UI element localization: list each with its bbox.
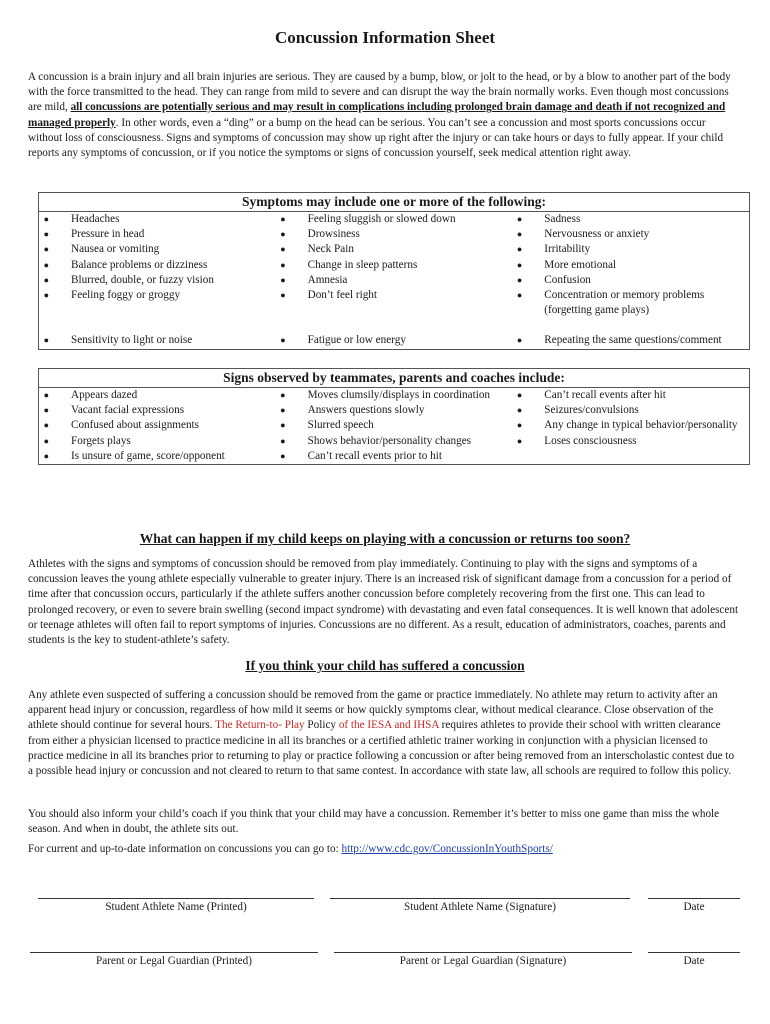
table-cell <box>512 227 749 242</box>
table-cell <box>512 258 749 273</box>
list-item: Nervousness or anxiety <box>544 228 650 241</box>
symptoms-heading: Symptoms may include one or more of the following: <box>39 193 750 212</box>
bullet-icon: ● <box>43 244 49 255</box>
table-cell <box>512 418 749 433</box>
table-cell <box>512 333 749 349</box>
list-item: Moves clumsily/displays in coordination <box>307 389 491 401</box>
bullet-icon: ● <box>280 229 286 240</box>
suspected-concussion-paragraph <box>28 688 740 779</box>
signs-heading: Signs observed by teammates, parents and coaches include: <box>39 369 750 388</box>
intro-text-2: . In other words, even a “ding” or a bump on the head can be serious. You can’t see a concussion and most sports concussions occur without loss of consciousness. Signs and symptoms of concussion may show up right after the injury or can take hours or days to fully appear. If your child reports any symptoms of concussion, or if you notice the symptoms or signs of concussion yourself, seek medical attention right away. <box>28 116 724 160</box>
list-item: Headaches <box>71 213 120 225</box>
table-cell <box>39 418 276 433</box>
table-row <box>39 227 750 242</box>
table-row <box>39 273 750 288</box>
list-item: Can’t recall events after hit <box>544 389 666 401</box>
table-cell <box>512 434 749 449</box>
bullet-icon: ● <box>43 290 49 301</box>
continue-playing-paragraph: Athletes with the signs and symptoms of concussion should be removed from play immediately. Continuing to play with the signs and symptoms of a concussion leaves the young athlete especially vulnerable to greater injury. There is an increased risk of significant damage from a concussion for a period of time after that concussion occurs, particularly if the athlete suffers another concussion before completely recovering from the first one. This can lead to prolonged recovery, or even to severe brain swelling (second impact syndrome) with devastating and even fatal consequences. It is well known that adolescent or teenage athletes will often fail to report symptoms of injuries. Concussions are no different. As a result, education of administrators, coaches, parents and students is the key to student-athlete’s safety. <box>28 558 739 647</box>
table-cell <box>512 288 749 318</box>
bullet-icon: ● <box>280 450 286 461</box>
table-cell <box>512 449 749 465</box>
bullet-icon: ● <box>43 435 49 446</box>
table-cell <box>39 288 276 318</box>
signature-line[interactable] <box>648 898 740 899</box>
table-cell <box>39 273 276 288</box>
table-cell <box>39 242 276 257</box>
table-cell <box>39 258 276 273</box>
list-item: Confused about assignments <box>71 419 200 432</box>
list-item: Blurred, double, or fuzzy vision <box>71 273 214 286</box>
student-printed-label: Student Athlete Name (Printed) <box>105 901 247 913</box>
list-item: Change in sleep patterns <box>307 258 418 271</box>
bullet-icon: ● <box>43 229 49 240</box>
bullet-icon: ● <box>43 335 49 346</box>
list-item: Is unsure of game, score/opponent <box>71 449 225 462</box>
table-cell <box>39 388 276 404</box>
list-item: Forgets plays <box>71 434 131 447</box>
intro-emphasis: all concussions are potentially serious and may result in complications including prolonged brain damage and death if not recognized and managed properly <box>28 101 726 129</box>
signature-line[interactable] <box>334 952 632 953</box>
list-item: Balance problems or dizziness <box>71 258 208 271</box>
table-cell <box>276 288 513 318</box>
bullet-icon: ● <box>516 420 523 431</box>
table-cell <box>39 403 276 418</box>
list-item: Nausea or vomiting <box>71 243 160 256</box>
bullet-icon: ● <box>516 244 523 255</box>
table-cell <box>512 388 749 404</box>
bullet-icon: ● <box>43 259 49 270</box>
page-title: Concussion Information Sheet <box>274 28 496 47</box>
list-item: Drowsiness <box>307 228 360 241</box>
bullet-icon: ● <box>43 274 49 285</box>
bullet-icon: ● <box>280 420 286 431</box>
signature-line[interactable] <box>38 898 314 899</box>
table-row <box>39 449 750 465</box>
list-item: Vacant facial expressions <box>71 404 185 417</box>
table-cell <box>276 227 513 242</box>
bullet-icon: ● <box>43 420 49 431</box>
date-label: Date <box>683 901 705 913</box>
list-item: More emotional <box>544 258 617 271</box>
table-row <box>39 333 750 349</box>
list-item: Fatigue or low energy <box>307 334 406 347</box>
policy-text-1: Any athlete even suspected of suffering a concussion should be removed from the game or practice immediately. No athlete may return to activity after an apparent head injury or concussion, regardless of how mild it seems or how quickly symptoms clear, without medical clearance. Close observation of the athlete should continue for several hours. <box>28 689 718 732</box>
table-cell <box>276 242 513 257</box>
bullet-icon: ● <box>516 335 523 346</box>
list-item: Shows behavior/personality changes <box>307 434 472 447</box>
table-cell <box>276 434 513 449</box>
list-item: Irritability <box>544 243 591 256</box>
list-item: Appears dazed <box>71 389 138 401</box>
table-cell <box>512 242 749 257</box>
signature-line[interactable] <box>648 952 740 953</box>
list-item: Repeating the same questions/comment <box>544 334 722 347</box>
bullet-icon: ● <box>516 435 523 446</box>
bullet-icon: ● <box>280 259 286 270</box>
bullet-icon: ● <box>280 405 286 416</box>
policy-text-2: requires athletes to provide their school with written clearance from either a physician licensed to practice medicine in all its branches or a certified athletic trainer working in conjunction with a physician licensed to practice medicine in all its branches prior to returning to play or practice following a concussion or after being removed from an interscholastic contest due to a possible head injury or concussion and not cleared to return to that same contest. In accordance with state law, all schools are required to follow this policy. <box>28 719 735 778</box>
list-item: Loses consciousness <box>544 434 637 447</box>
bullet-icon: ● <box>516 390 523 400</box>
list-item: Slurred speech <box>307 419 374 432</box>
list-item: Answers questions slowly <box>307 404 425 417</box>
bullet-icon: ● <box>516 405 523 416</box>
bullet-icon: ● <box>280 290 286 301</box>
bullet-icon: ● <box>280 244 286 255</box>
list-item: Don’t feel right <box>307 289 378 302</box>
bullet-icon: ● <box>516 214 523 224</box>
list-item: Feeling foggy or groggy <box>71 289 181 302</box>
guardian-signature-label: Parent or Legal Guardian (Signature) <box>399 955 567 967</box>
list-item: Feeling sluggish or slowed down <box>307 213 456 225</box>
table-cell <box>512 273 749 288</box>
signature-line[interactable] <box>330 898 630 899</box>
bullet-icon: ● <box>280 335 286 346</box>
table-cell <box>39 333 276 349</box>
table-row <box>39 212 750 228</box>
intro-paragraph <box>28 70 740 161</box>
list-item: Neck Pain <box>307 243 354 256</box>
list-item: Seizures/convulsions <box>544 404 639 417</box>
return-to-play-text: The Return-to- Play <box>215 719 305 732</box>
bullet-icon: ● <box>43 450 49 461</box>
list-item: Sensitivity to light or noise <box>71 334 193 347</box>
date-label: Date <box>683 955 705 967</box>
table-row <box>39 258 750 273</box>
bullet-icon: ● <box>43 405 49 416</box>
bullet-icon: ● <box>516 259 523 270</box>
table-cell <box>512 212 749 228</box>
signature-line[interactable] <box>30 952 318 953</box>
bullet-icon: ● <box>280 435 286 446</box>
symptoms-table <box>38 192 750 350</box>
bullet-icon: ● <box>516 274 523 285</box>
cdc-paragraph <box>28 842 740 857</box>
list-item: Sadness <box>544 213 581 225</box>
bullet-icon: ● <box>43 214 49 224</box>
bullet-icon: ● <box>43 390 49 400</box>
table-cell <box>276 212 513 228</box>
policy-word: Policy <box>304 719 339 732</box>
table-row <box>39 403 750 418</box>
table-row <box>39 434 750 449</box>
bullet-icon: ● <box>516 290 523 301</box>
table-row <box>39 418 750 433</box>
section-heading-suspected-concussion: If you think your child has suffered a concussion <box>245 658 525 673</box>
list-item: Can’t recall events prior to hit <box>307 449 442 462</box>
section-heading-continue-playing: What can happen if my child keeps on playing with a concussion or returns too soon? <box>139 531 631 546</box>
table-row <box>39 288 750 318</box>
list-item: Concentration or memory problems (forgetting game plays) <box>544 289 705 317</box>
table-cell <box>276 273 513 288</box>
list-item: Confusion <box>544 273 591 286</box>
table-cell <box>512 403 749 418</box>
bullet-icon: ● <box>280 214 286 224</box>
bullet-icon: ● <box>516 229 523 240</box>
table-cell <box>39 227 276 242</box>
list-item: Any change in typical behavior/personality <box>544 419 738 432</box>
table-cell <box>39 434 276 449</box>
bullet-icon: ● <box>280 390 286 400</box>
student-signature-label: Student Athlete Name (Signature) <box>404 901 556 913</box>
cdc-prefix: For current and up-to-date information on concussions you can go to: <box>28 843 342 855</box>
intro-text-1: A concussion is a brain injury and all brain injuries are serious. They are caused by a bump, blow, or jolt to the head, or by a blow to another part of the body with the force transmitted to the head. They can range from mild to severe and can disrupt the way the brain normally works. Even though most concussions are mild, <box>28 71 731 114</box>
table-cell <box>39 212 276 228</box>
signs-table <box>38 368 750 465</box>
table-cell <box>39 449 276 465</box>
table-cell <box>276 258 513 273</box>
iesa-ihsa-text: of the IESA and IHSA <box>338 719 439 732</box>
table-cell <box>276 403 513 418</box>
table-cell <box>276 388 513 404</box>
inform-coach-paragraph: You should also inform your child’s coach if you think that your child may have a concussion. Remember it’s better to miss one game than miss the whole season. And when in doubt, the athlete sits out. <box>28 808 720 836</box>
list-item: Pressure in head <box>71 228 145 241</box>
table-cell <box>276 418 513 433</box>
cdc-link[interactable]: http://www.cdc.gov/ConcussionInYouthSports/ <box>341 843 553 855</box>
list-item: Amnesia <box>307 273 348 286</box>
table-cell <box>276 449 513 465</box>
table-cell <box>276 333 513 349</box>
table-row <box>39 242 750 257</box>
guardian-printed-label: Parent or Legal Guardian (Printed) <box>96 955 252 967</box>
bullet-icon: ● <box>280 274 286 285</box>
table-row <box>39 388 750 404</box>
